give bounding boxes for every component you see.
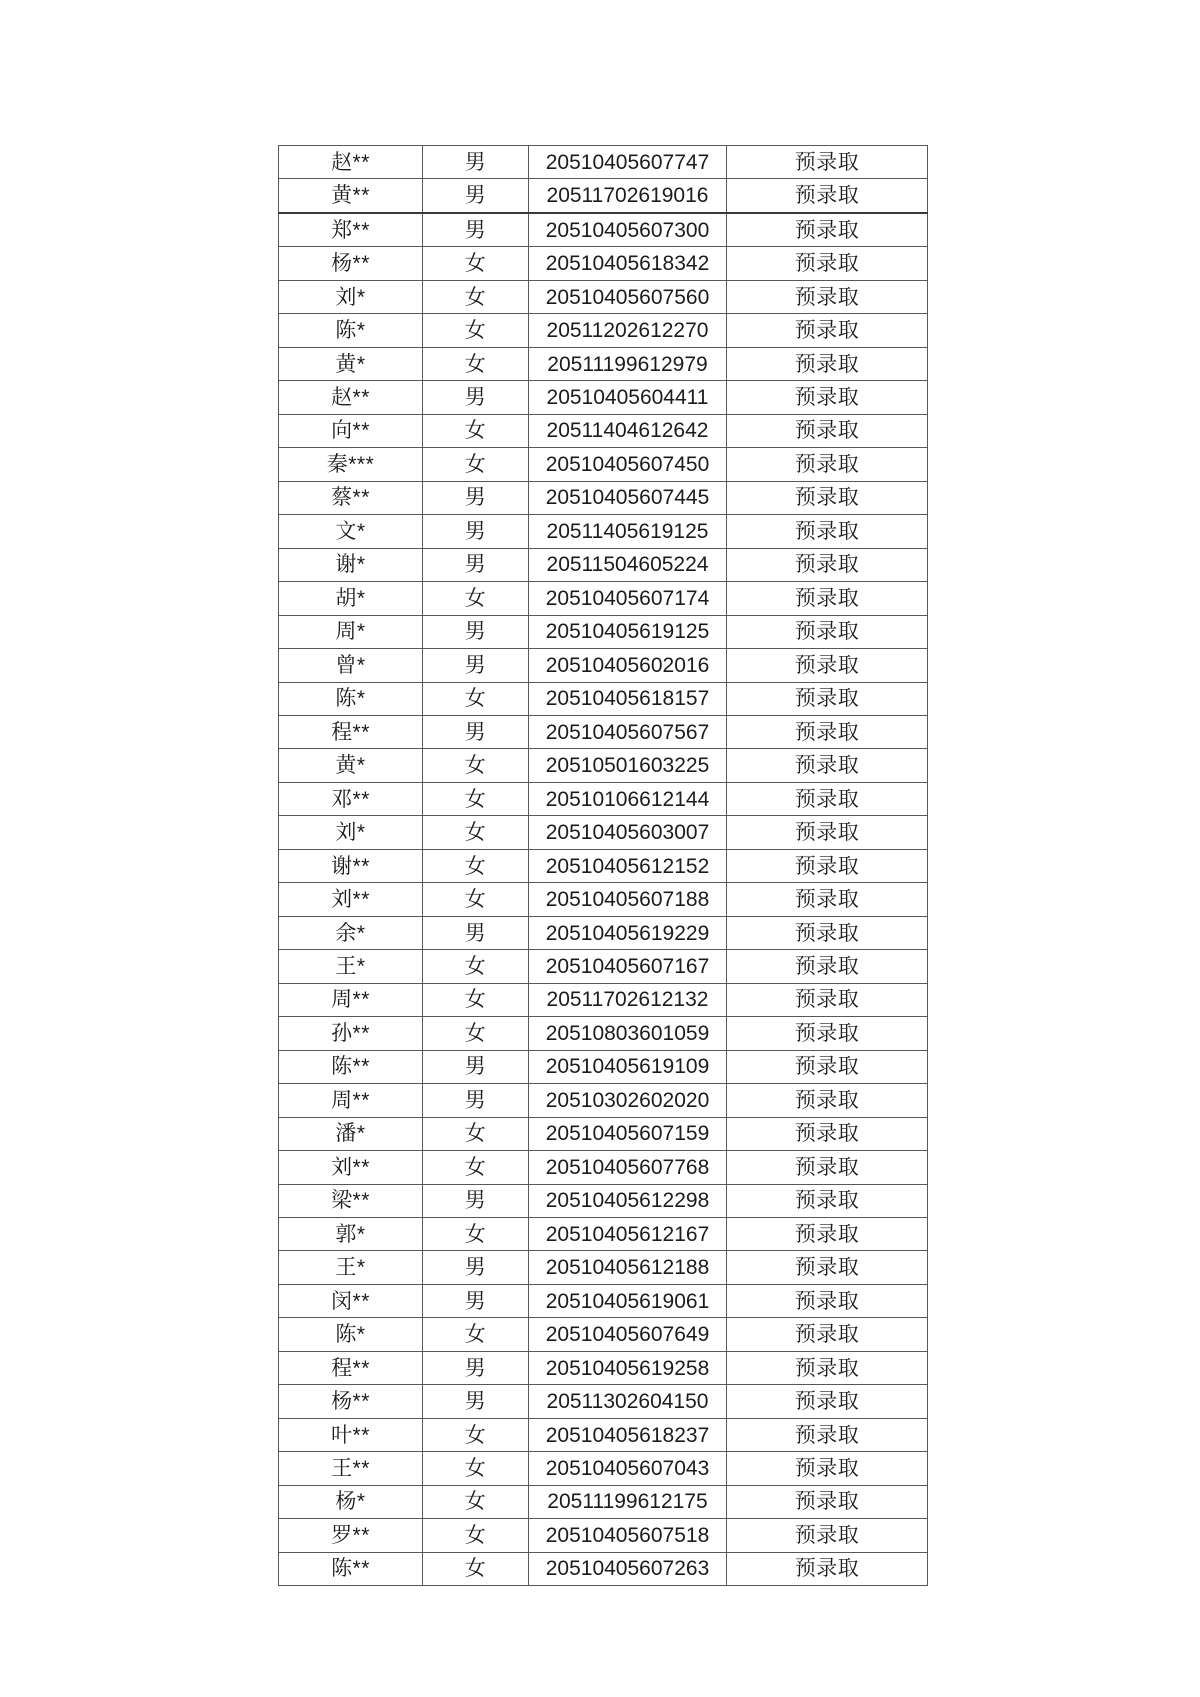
cell-status: 预录取 (727, 1084, 928, 1117)
cell-exam-number: 20510405607649 (529, 1318, 727, 1351)
cell-exam-number: 20510405607300 (529, 213, 727, 247)
cell-gender: 女 (423, 1552, 529, 1585)
cell-status: 预录取 (727, 1385, 928, 1418)
cell-exam-number: 20510405607174 (529, 582, 727, 615)
cell-status: 预录取 (727, 1184, 928, 1217)
cell-name: 陈* (279, 1318, 423, 1351)
table-row (279, 146, 928, 179)
cell-name: 文* (279, 515, 423, 548)
admission-list-table (278, 145, 928, 1586)
cell-gender: 女 (423, 1318, 529, 1351)
cell-status: 预录取 (727, 481, 928, 514)
cell-status: 预录取 (727, 1519, 928, 1552)
cell-gender: 女 (423, 883, 529, 916)
table-row (279, 347, 928, 380)
table-row (279, 280, 928, 313)
cell-gender: 女 (423, 1519, 529, 1552)
table-row (279, 649, 928, 682)
cell-exam-number: 20511404612642 (529, 414, 727, 447)
cell-exam-number: 20511202612270 (529, 314, 727, 347)
table-row (279, 749, 928, 782)
cell-status: 预录取 (727, 916, 928, 949)
cell-status: 预录取 (727, 414, 928, 447)
cell-status: 预录取 (727, 1050, 928, 1083)
cell-gender: 男 (423, 649, 529, 682)
cell-exam-number: 20510405618342 (529, 247, 727, 280)
cell-gender: 男 (423, 381, 529, 414)
cell-gender: 男 (423, 481, 529, 514)
cell-exam-number: 20510405619061 (529, 1284, 727, 1317)
cell-status: 预录取 (727, 615, 928, 648)
cell-gender: 女 (423, 280, 529, 313)
cell-gender: 男 (423, 916, 529, 949)
table-row (279, 1117, 928, 1150)
cell-status: 预录取 (727, 1017, 928, 1050)
cell-exam-number: 20510405618157 (529, 682, 727, 715)
cell-status: 预录取 (727, 1552, 928, 1585)
cell-status: 预录取 (727, 1485, 928, 1518)
cell-status: 预录取 (727, 749, 928, 782)
cell-gender: 女 (423, 347, 529, 380)
cell-name: 周** (279, 1084, 423, 1117)
cell-status: 预录取 (727, 1218, 928, 1251)
table-row (279, 481, 928, 514)
cell-gender: 男 (423, 615, 529, 648)
cell-exam-number: 20510405612188 (529, 1251, 727, 1284)
cell-name: 郭* (279, 1218, 423, 1251)
cell-gender: 女 (423, 816, 529, 849)
cell-exam-number: 20510405607167 (529, 950, 727, 983)
table-row (279, 1284, 928, 1317)
table-row (279, 682, 928, 715)
cell-status: 预录取 (727, 816, 928, 849)
cell-status: 预录取 (727, 1318, 928, 1351)
cell-status: 预录取 (727, 1151, 928, 1184)
cell-exam-number: 20510405607560 (529, 280, 727, 313)
cell-exam-number: 20510405607768 (529, 1151, 727, 1184)
cell-gender: 男 (423, 146, 529, 179)
cell-status: 预录取 (727, 582, 928, 615)
cell-name: 周** (279, 983, 423, 1016)
cell-status: 预录取 (727, 347, 928, 380)
cell-exam-number: 20510106612144 (529, 782, 727, 815)
cell-exam-number: 20511405619125 (529, 515, 727, 548)
cell-name: 罗** (279, 1519, 423, 1552)
cell-gender: 女 (423, 582, 529, 615)
table-row (279, 1519, 928, 1552)
cell-gender: 女 (423, 749, 529, 782)
cell-name: 叶** (279, 1418, 423, 1451)
table-row (279, 1418, 928, 1451)
table-row (279, 816, 928, 849)
cell-gender: 女 (423, 448, 529, 481)
cell-exam-number: 20510405619109 (529, 1050, 727, 1083)
cell-name: 杨** (279, 247, 423, 280)
cell-gender: 女 (423, 1418, 529, 1451)
cell-name: 程** (279, 1351, 423, 1384)
cell-status: 预录取 (727, 682, 928, 715)
cell-name: 黄* (279, 347, 423, 380)
table-row (279, 1552, 928, 1585)
cell-gender: 女 (423, 1017, 529, 1050)
cell-name: 赵** (279, 146, 423, 179)
table-row (279, 381, 928, 414)
cell-status: 预录取 (727, 849, 928, 882)
cell-status: 预录取 (727, 146, 928, 179)
cell-exam-number: 20510405612167 (529, 1218, 727, 1251)
cell-status: 预录取 (727, 247, 928, 280)
cell-name: 谢* (279, 548, 423, 581)
cell-name: 胡* (279, 582, 423, 615)
cell-status: 预录取 (727, 1452, 928, 1485)
cell-gender: 女 (423, 682, 529, 715)
cell-name: 刘** (279, 1151, 423, 1184)
cell-name: 孙** (279, 1017, 423, 1050)
cell-name: 蔡** (279, 481, 423, 514)
cell-gender: 女 (423, 1218, 529, 1251)
cell-gender: 女 (423, 950, 529, 983)
table-row (279, 548, 928, 581)
table-row (279, 1050, 928, 1083)
cell-exam-number: 20510405607747 (529, 146, 727, 179)
cell-name: 梁** (279, 1184, 423, 1217)
cell-name: 曾* (279, 649, 423, 682)
table-row (279, 1084, 928, 1117)
table-row (279, 314, 928, 347)
cell-exam-number: 20510405612152 (529, 849, 727, 882)
cell-exam-number: 20511199612979 (529, 347, 727, 380)
cell-name: 刘** (279, 883, 423, 916)
cell-name: 陈* (279, 314, 423, 347)
cell-status: 预录取 (727, 950, 928, 983)
cell-gender: 男 (423, 1385, 529, 1418)
cell-gender: 男 (423, 548, 529, 581)
cell-name: 王* (279, 950, 423, 983)
cell-name: 陈* (279, 682, 423, 715)
cell-exam-number: 20510405607043 (529, 1452, 727, 1485)
cell-exam-number: 20510405602016 (529, 649, 727, 682)
cell-name: 谢** (279, 849, 423, 882)
cell-exam-number: 20510405604411 (529, 381, 727, 414)
cell-name: 赵** (279, 381, 423, 414)
table-row (279, 1385, 928, 1418)
table-row (279, 1452, 928, 1485)
cell-gender: 女 (423, 314, 529, 347)
cell-gender: 男 (423, 1184, 529, 1217)
cell-exam-number: 20511302604150 (529, 1385, 727, 1418)
table-row (279, 582, 928, 615)
cell-exam-number: 20511504605224 (529, 548, 727, 581)
cell-exam-number: 20511199612175 (529, 1485, 727, 1518)
cell-status: 预录取 (727, 883, 928, 916)
cell-name: 郑** (279, 213, 423, 247)
cell-exam-number: 20510405607159 (529, 1117, 727, 1150)
table-row (279, 883, 928, 916)
cell-gender: 男 (423, 515, 529, 548)
table-row (279, 715, 928, 748)
table-row (279, 615, 928, 648)
cell-status: 预录取 (727, 213, 928, 247)
cell-status: 预录取 (727, 1251, 928, 1284)
cell-exam-number: 20510405619125 (529, 615, 727, 648)
cell-exam-number: 20510405607445 (529, 481, 727, 514)
table-row (279, 950, 928, 983)
table-row (279, 1251, 928, 1284)
cell-exam-number: 20510501603225 (529, 749, 727, 782)
cell-exam-number: 20510405607567 (529, 715, 727, 748)
cell-status: 预录取 (727, 1418, 928, 1451)
table-row (279, 916, 928, 949)
cell-name: 黄* (279, 749, 423, 782)
table-row (279, 1151, 928, 1184)
cell-gender: 男 (423, 1251, 529, 1284)
table-row (279, 849, 928, 882)
cell-exam-number: 20510405607263 (529, 1552, 727, 1585)
table-row (279, 1318, 928, 1351)
cell-status: 预录取 (727, 381, 928, 414)
cell-name: 邓** (279, 782, 423, 815)
cell-name: 潘* (279, 1117, 423, 1150)
cell-status: 预录取 (727, 548, 928, 581)
table-row (279, 1218, 928, 1251)
cell-status: 预录取 (727, 179, 928, 213)
table-row (279, 1017, 928, 1050)
cell-gender: 男 (423, 1084, 529, 1117)
cell-name: 程** (279, 715, 423, 748)
cell-status: 预录取 (727, 715, 928, 748)
cell-name: 陈** (279, 1552, 423, 1585)
cell-gender: 女 (423, 782, 529, 815)
cell-exam-number: 20510302602020 (529, 1084, 727, 1117)
cell-exam-number: 20511702612132 (529, 983, 727, 1016)
cell-exam-number: 20510405607450 (529, 448, 727, 481)
cell-gender: 男 (423, 213, 529, 247)
cell-gender: 男 (423, 179, 529, 213)
cell-name: 闵** (279, 1284, 423, 1317)
cell-gender: 女 (423, 983, 529, 1016)
table-row (279, 515, 928, 548)
cell-status: 预录取 (727, 1284, 928, 1317)
cell-exam-number: 20510405612298 (529, 1184, 727, 1217)
cell-name: 王** (279, 1452, 423, 1485)
cell-name: 周* (279, 615, 423, 648)
cell-name: 王* (279, 1251, 423, 1284)
cell-name: 杨** (279, 1385, 423, 1418)
table-row (279, 179, 928, 213)
cell-status: 预录取 (727, 448, 928, 481)
table-row (279, 1485, 928, 1518)
table-row (279, 448, 928, 481)
cell-gender: 男 (423, 715, 529, 748)
cell-status: 预录取 (727, 314, 928, 347)
table-row (279, 213, 928, 247)
cell-status: 预录取 (727, 1351, 928, 1384)
table-row (279, 1184, 928, 1217)
cell-gender: 女 (423, 849, 529, 882)
cell-gender: 女 (423, 1117, 529, 1150)
cell-gender: 男 (423, 1050, 529, 1083)
cell-name: 陈** (279, 1050, 423, 1083)
cell-exam-number: 20510405603007 (529, 816, 727, 849)
table-row (279, 782, 928, 815)
table-row (279, 983, 928, 1016)
cell-exam-number: 20510405619258 (529, 1351, 727, 1384)
cell-gender: 女 (423, 1452, 529, 1485)
cell-exam-number: 20510803601059 (529, 1017, 727, 1050)
cell-exam-number: 20510405607518 (529, 1519, 727, 1552)
cell-gender: 男 (423, 1284, 529, 1317)
cell-gender: 女 (423, 1485, 529, 1518)
admission-table-body (279, 146, 928, 1586)
cell-gender: 男 (423, 1351, 529, 1384)
cell-status: 预录取 (727, 782, 928, 815)
cell-name: 黄** (279, 179, 423, 213)
cell-gender: 女 (423, 1151, 529, 1184)
cell-exam-number: 20511702619016 (529, 179, 727, 213)
cell-gender: 女 (423, 414, 529, 447)
cell-name: 秦*** (279, 448, 423, 481)
cell-name: 杨* (279, 1485, 423, 1518)
table-row (279, 414, 928, 447)
cell-status: 预录取 (727, 649, 928, 682)
cell-gender: 女 (423, 247, 529, 280)
cell-name: 刘* (279, 816, 423, 849)
table-row (279, 247, 928, 280)
cell-status: 预录取 (727, 1117, 928, 1150)
cell-name: 刘* (279, 280, 423, 313)
cell-exam-number: 20510405607188 (529, 883, 727, 916)
cell-name: 余* (279, 916, 423, 949)
cell-status: 预录取 (727, 983, 928, 1016)
table-row (279, 1351, 928, 1384)
cell-status: 预录取 (727, 515, 928, 548)
cell-exam-number: 20510405618237 (529, 1418, 727, 1451)
cell-status: 预录取 (727, 280, 928, 313)
cell-name: 向** (279, 414, 423, 447)
cell-exam-number: 20510405619229 (529, 916, 727, 949)
